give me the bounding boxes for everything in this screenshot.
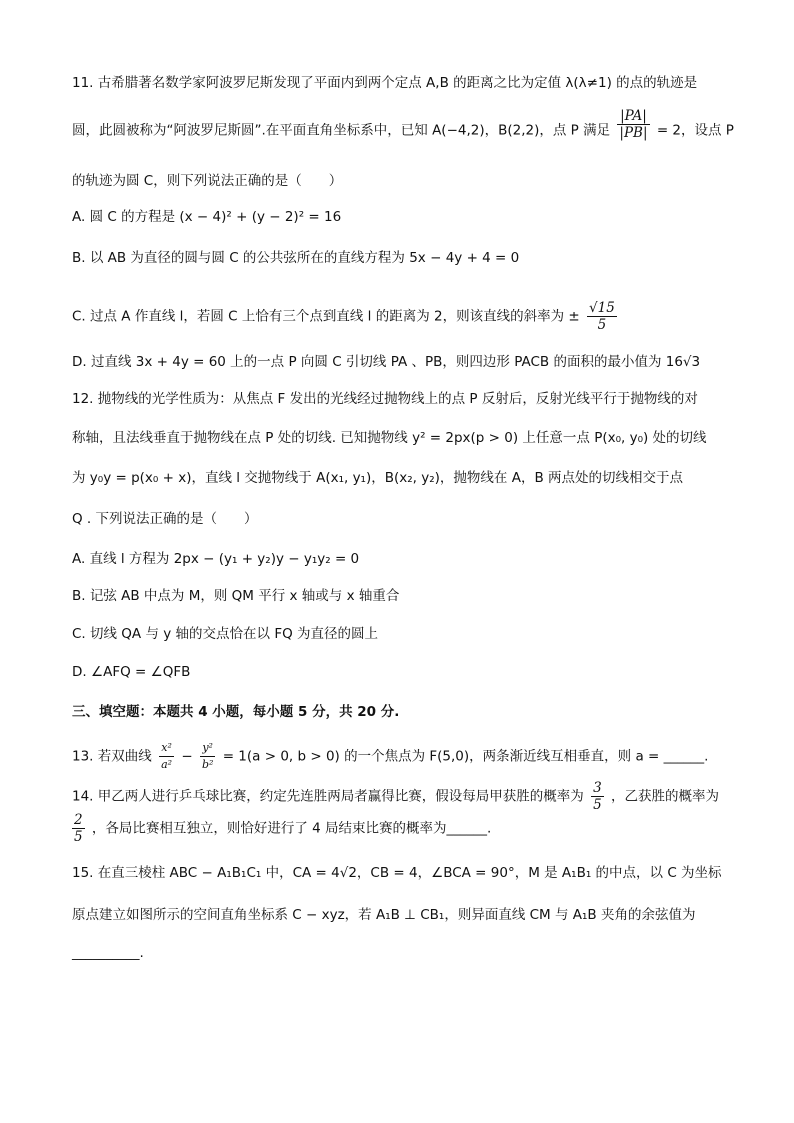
q14-text-start: 14. 甲乙两人进行乒乓球比赛，约定先连胜两局者赢得比赛，假设每局甲获胜的概率为 xyxy=(72,788,584,805)
q14-prob-b-denominator: 5 xyxy=(74,829,83,845)
q11-option-c-text: C. 过点 A 作直线 l，若圆 C 上恰有三个点到直线 l 的距离为 2，则该直线的斜率为 ± xyxy=(72,308,580,325)
q11-ratio-numerator: |PA| xyxy=(617,108,649,125)
q14-line-2 xyxy=(72,812,491,845)
q14-line-1 xyxy=(72,780,719,813)
q12-line-4: Q . 下列说法正确的是（ ） xyxy=(72,511,258,527)
section-3-heading: 三、填空题：本题共 4 小题，每小题 5 分，共 20 分. xyxy=(72,704,400,720)
q13-fraction-y xyxy=(200,740,215,773)
q14-prob-a-denominator: 5 xyxy=(593,797,602,813)
q15-line-3: __________. xyxy=(72,945,144,961)
q14-prob-a-fraction xyxy=(591,780,604,813)
q14-prob-a-numerator: 3 xyxy=(593,780,602,796)
q11-option-b: B. 以 AB 为直径的圆与圆 C 的公共弦所在的直线方程为 5x − 4y + 4 = 0 xyxy=(72,250,520,266)
q11-slope-numerator: √15 xyxy=(589,300,615,316)
q11-line-3: 的轨迹为圆 C，则下列说法正确的是（ ） xyxy=(72,173,343,189)
q11-line-2 xyxy=(72,108,734,141)
q14-prob-b-fraction xyxy=(72,812,85,845)
q11-ratio-fraction xyxy=(617,108,649,141)
q13-fraction-y-denominator: b² xyxy=(201,758,214,771)
q13-fraction-x-denominator: a² xyxy=(161,758,173,771)
q13-minus: − xyxy=(181,748,193,765)
q13-fraction-x xyxy=(159,740,174,773)
q12-option-c: C. 切线 QA 与 y 轴的交点恰在以 FQ 为直径的圆上 xyxy=(72,626,378,642)
q15-line-2: 原点建立如图所示的空间直角坐标系 C − xyz，若 A₁B ⊥ CB₁，则异面直线 CM 与 A₁B 夹角的余弦值为 xyxy=(72,907,696,923)
q12-line-3: 为 y₀y = p(x₀ + x)，直线 l 交抛物线于 A(x₁, y₁)，B(x₂, y₂)，抛物线在 A，B 两点处的切线相交于点 xyxy=(72,470,683,486)
q13-fraction-y-numerator: y² xyxy=(200,740,215,757)
q11-slope-denominator: 5 xyxy=(597,317,607,333)
q12-option-b: B. 记弦 AB 中点为 M，则 QM 平行 x 轴或与 x 轴重合 xyxy=(72,588,400,604)
q11-slope-fraction xyxy=(587,300,617,333)
q11-option-d: D. 过直线 3x + 4y = 60 上的一点 P 向圆 C 引切线 PA 、PB，则四边形 PACB 的面积的最小值为 16√3 xyxy=(72,354,701,370)
q11-option-c xyxy=(72,300,620,333)
q13-line xyxy=(72,740,708,773)
q11-option-a: A. 圆 C 的方程是 (x − 4)² + (y − 2)² = 16 xyxy=(72,209,342,225)
q12-option-a: A. 直线 l 方程为 2px − (y₁ + y₂)y − y₁y₂ = 0 xyxy=(72,551,360,567)
q14-prob-b-numerator: 2 xyxy=(74,812,83,828)
q11-ratio-denominator: |PB| xyxy=(619,125,648,141)
q11-line-2-tail: = 2，设点 P xyxy=(656,122,734,139)
q15-line-1: 15. 在直三棱柱 ABC − A₁B₁C₁ 中，CA = 4√2，CB = 4，∠BCA = 90°，M 是 A₁B₁ 的中点，以 C 为坐标 xyxy=(72,865,722,881)
q12-line-1: 12. 抛物线的光学性质为：从焦点 F 发出的光线经过抛物线上的点 P 反射后，反射光线平行于抛物线的对 xyxy=(72,391,698,407)
q14-text-mid: ，乙获胜的概率为 xyxy=(610,788,719,805)
q14-text-end: ，各局比赛相互独立，则恰好进行了 4 局结束比赛的概率为______. xyxy=(91,820,492,837)
q12-option-d: D. ∠AFQ = ∠QFB xyxy=(72,664,191,680)
q13-text-start: 13. 若双曲线 xyxy=(72,748,152,765)
q13-text-end: = 1(a > 0, b > 0) 的一个焦点为 F(5,0)，两条渐近线互相垂直，则 a = ______. xyxy=(222,748,709,765)
q11-line-2-text: 圆，此圆被称为“阿波罗尼斯圆”.在平面直角坐标系中，已知 A(−4,2)，B(2,2)，点 P 满足 xyxy=(72,122,611,139)
q12-line-2: 称轴，且法线垂直于抛物线在点 P 处的切线. 已知抛物线 y² = 2px(p > 0) 上任意一点 P(x₀, y₀) 处的切线 xyxy=(72,430,707,446)
q11-line-1: 11. 古希腊著名数学家阿波罗尼斯发现了平面内到两个定点 A,B 的距离之比为定值 λ(λ≠1) 的点的轨迹是 xyxy=(72,75,698,91)
q13-fraction-x-numerator: x² xyxy=(159,740,174,757)
